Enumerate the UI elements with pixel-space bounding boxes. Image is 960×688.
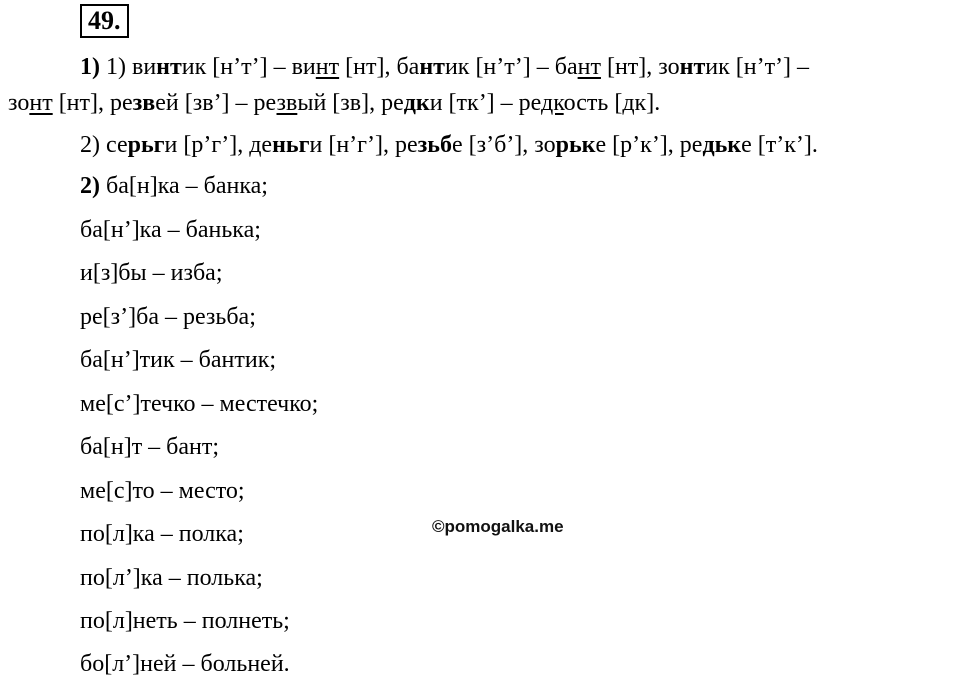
exercise-number: 49. xyxy=(80,4,129,38)
text-segment: е [р’к’], ре xyxy=(595,132,703,158)
part2-item: бо[л’]ней – больней. xyxy=(80,651,290,677)
bold-segment: зьб xyxy=(417,132,452,158)
text-segment: ей [зв’] – ре xyxy=(155,90,277,116)
part2-item: и[з]бы – изба; xyxy=(80,260,223,286)
part2-item: ба[н]т – бант; xyxy=(80,434,220,460)
underlined-segment: нт xyxy=(315,54,340,80)
text-segment: ый [зв], ре xyxy=(297,90,404,116)
text-segment: 1) ви xyxy=(100,54,157,80)
part2-item: по[л]ка – полка; xyxy=(80,521,244,547)
text-segment: [нт], ре xyxy=(52,90,133,116)
text-segment: [нт], зо xyxy=(600,54,680,80)
bold-segment: дьк xyxy=(702,132,742,158)
part2-item: по[л]неть – полнеть; xyxy=(80,608,290,634)
text-segment: ик [н’т’] – ба xyxy=(444,54,578,80)
part2-item xyxy=(80,171,268,201)
bold-segment: ньг xyxy=(272,132,310,158)
bold-segment: нт xyxy=(156,54,182,80)
bold-segment: рьк xyxy=(555,132,596,158)
text-segment: и [р’г’], де xyxy=(164,132,273,158)
bold-segment: зв xyxy=(132,90,156,116)
underlined-segment: зв xyxy=(276,90,298,116)
text-segment: ик [н’т’] – xyxy=(705,54,810,80)
text-segment: ик [н’т’] – ви xyxy=(181,54,316,80)
part2-item: ме[с’]течко – местечко; xyxy=(80,391,319,417)
part2-item: ме[с]то – место; xyxy=(80,478,245,504)
text-segment: и [тк’] – ре xyxy=(429,90,542,116)
underlined-segment: нт xyxy=(577,54,601,80)
text-segment: [нт], ба xyxy=(339,54,420,80)
part2-item: по[л’]ка – полька; xyxy=(80,565,263,591)
watermark: ©pomogalka.me xyxy=(432,517,564,536)
text-segment: ость [дк]. xyxy=(563,90,661,116)
part2-item: ре[з’]ба – резьба; xyxy=(80,304,256,330)
part1-line3 xyxy=(80,130,818,160)
part1-line2 xyxy=(8,88,660,118)
part1-marker: 1) xyxy=(80,54,100,80)
bold-segment: дк xyxy=(403,90,430,116)
bold-segment: рьг xyxy=(127,132,165,158)
bold-segment: нт xyxy=(679,54,706,80)
text-segment: е [т’к’]. xyxy=(741,132,818,158)
text-segment: и [н’г’], ре xyxy=(309,132,418,158)
part2-item: ба[н’]ка – банька; xyxy=(80,217,261,243)
bold-segment: нт xyxy=(419,54,445,80)
text-segment: е [з’б’], зо xyxy=(451,132,556,158)
part2-marker: 2) xyxy=(80,173,100,199)
part1-line1 xyxy=(80,52,809,82)
part2-item: ба[н’]тик – бантик; xyxy=(80,347,277,373)
part2-item-text: ба[н]ка – банка; xyxy=(100,173,268,199)
text-segment: 2) се xyxy=(80,132,128,158)
underlined-segment: дк xyxy=(541,90,564,116)
underlined-segment: нт xyxy=(29,90,53,116)
text-segment: зо xyxy=(8,90,30,116)
